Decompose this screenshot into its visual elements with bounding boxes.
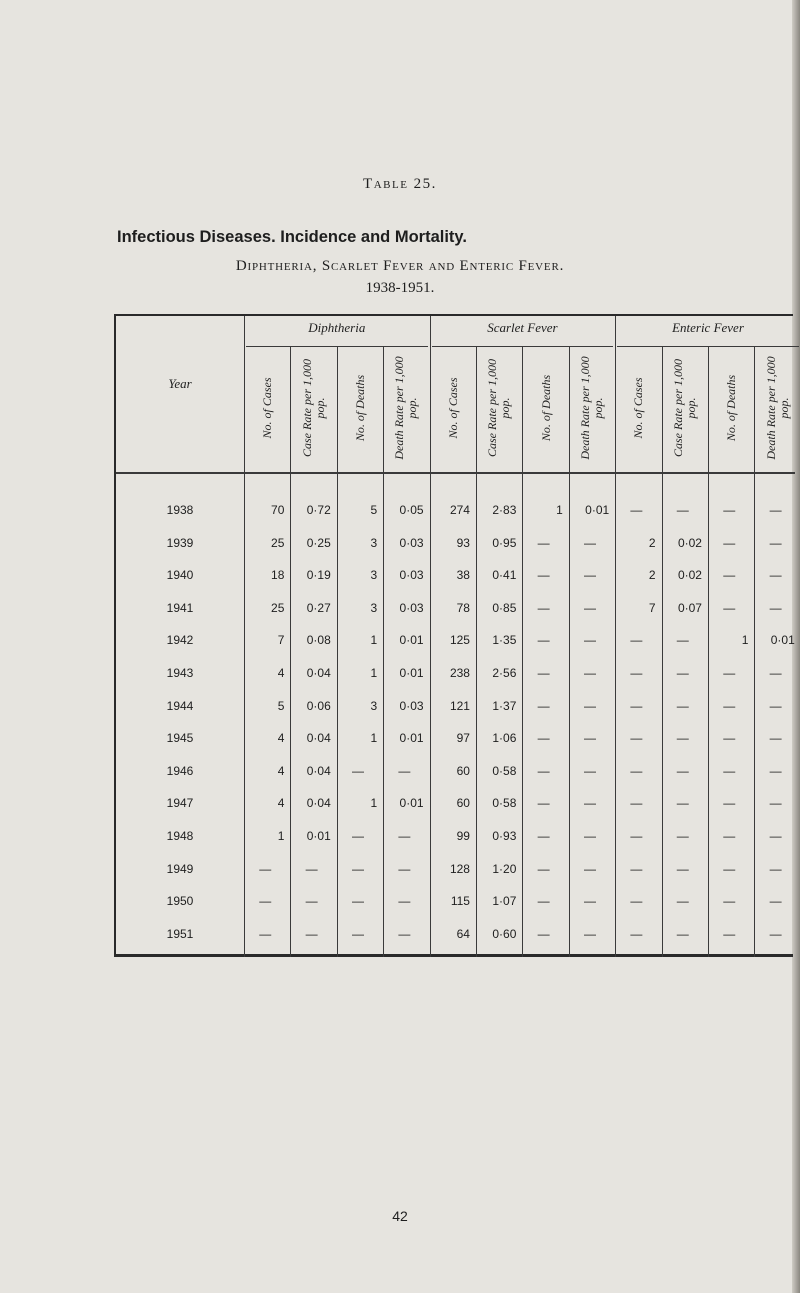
table-cell: 1 [277, 829, 285, 843]
table-cell: — [583, 633, 596, 648]
table-row-year: 1940 [166, 568, 194, 583]
table-cell: 274 [449, 503, 470, 517]
table-cell: — [537, 535, 550, 550]
table-cell: — [676, 666, 689, 680]
table-cell: 0·01 [399, 796, 424, 811]
table-cell: — [537, 796, 550, 811]
table-cell: 1·20 [492, 861, 517, 876]
table-cell: — [351, 926, 364, 941]
table-cell: 0·25 [306, 535, 331, 550]
table-cell: — [630, 796, 643, 811]
column-divider [476, 346, 477, 957]
table-cell: — [723, 894, 736, 909]
table-cell: 0·02 [677, 568, 702, 583]
table-cell: — [723, 763, 736, 778]
table-cell: — [676, 926, 689, 941]
column-header-scarlet-fever-death-rate: Death Rate per 1,000 pop. [578, 356, 605, 460]
table-row-year: 1942 [166, 633, 194, 648]
table-cell: — [583, 894, 596, 909]
table-cell: 0·03 [399, 698, 424, 713]
table-cell: 0·05 [399, 503, 424, 517]
table-cell: 0·93 [492, 829, 517, 843]
table-cell: — [630, 894, 643, 909]
table-row-year: 1946 [166, 763, 194, 778]
table-cell: — [676, 763, 689, 778]
table-cell: — [630, 731, 643, 746]
table-cell: 0·72 [306, 503, 331, 517]
table-cell: — [305, 894, 318, 909]
table-cell: — [259, 894, 272, 909]
table-cell: — [630, 633, 643, 648]
table-row-year: 1948 [166, 829, 194, 843]
table-cell: — [351, 894, 364, 909]
group-header-diphtheria: Diphtheria [308, 320, 366, 335]
table-row-year: 1945 [166, 731, 194, 746]
table-cell: — [583, 535, 596, 550]
table-cell: — [723, 535, 736, 550]
table-cell: 0·95 [492, 535, 517, 550]
table-cell: 1·35 [492, 633, 517, 648]
table-cell: — [398, 861, 411, 876]
table-cell: 4 [277, 731, 285, 746]
table-cell: — [630, 829, 643, 843]
table-cell: 0·04 [306, 763, 331, 778]
column-header-enteric-fever-deaths: No. of Deaths [723, 374, 738, 442]
table-cell: — [769, 698, 782, 713]
statistics-table [114, 314, 793, 957]
table-row-year: 1939 [166, 535, 194, 550]
table-cell: — [583, 600, 596, 615]
table-cell: 0·03 [399, 600, 424, 615]
group-header-scarlet-fever: Scarlet Fever [487, 320, 558, 335]
column-divider [383, 346, 384, 957]
table-cell: — [769, 568, 782, 583]
column-divider [337, 346, 338, 957]
table-cell: 0·01 [399, 633, 424, 648]
table-cell: — [583, 796, 596, 811]
table-cell: 1 [556, 503, 563, 517]
table-cell: 64 [456, 926, 470, 941]
table-cell: 60 [456, 796, 470, 811]
table-cell: — [537, 926, 550, 941]
table-cell: — [583, 568, 596, 583]
table-cell: 3 [370, 568, 378, 583]
table-cell: — [583, 829, 596, 843]
table-cell: — [676, 503, 689, 517]
table-cell: 0·01 [770, 633, 795, 648]
table-cell: 78 [456, 600, 470, 615]
table-cell: 128 [449, 861, 470, 876]
table-cell: 0·07 [677, 600, 702, 615]
table-cell: — [398, 829, 411, 843]
column-header-enteric-fever-case-rate: Case Rate per 1,000 pop. [670, 359, 698, 457]
table-cell: — [537, 666, 550, 680]
table-cell: — [537, 731, 550, 746]
table-cell: 0·04 [306, 796, 331, 811]
table-cell: — [259, 861, 272, 876]
table-cell: — [537, 763, 550, 778]
column-divider [708, 346, 709, 957]
table-cell: 115 [450, 894, 470, 909]
column-header-diphtheria-death-rate: Death Rate per 1,000 pop. [392, 356, 420, 460]
table-cell: 38 [456, 568, 470, 583]
table-cell: — [305, 926, 318, 941]
table-cell: — [723, 568, 736, 583]
table-cell: 1 [370, 731, 378, 746]
table-cell: 238 [449, 666, 470, 680]
table-cell: 70 [271, 503, 285, 517]
group-divider [430, 316, 431, 957]
table-cell: 0·04 [306, 666, 331, 680]
table-cell: — [583, 731, 596, 746]
year-column-divider [244, 316, 245, 957]
group-divider [615, 316, 616, 957]
table-row-year: 1949 [166, 861, 194, 876]
table-cell: — [723, 698, 736, 713]
table-cell: 0·01 [585, 503, 610, 517]
table-cell: 1·06 [492, 731, 517, 746]
table-cell: 2·56 [492, 666, 517, 680]
table-cell: 60 [456, 763, 470, 778]
table-row-year: 1941 [166, 600, 194, 615]
table-cell: — [583, 698, 596, 713]
table-cell: — [723, 666, 736, 680]
table-cell: 3 [370, 535, 378, 550]
table-cell: — [630, 926, 643, 941]
year-column-header: Year [168, 376, 192, 391]
table-cell: 0·01 [399, 666, 424, 680]
table-cell: 2 [648, 535, 656, 550]
table-cell: 25 [271, 600, 285, 615]
column-divider [662, 346, 663, 957]
table-cell: 0·19 [306, 568, 331, 583]
table-cell: — [769, 731, 782, 746]
column-header-scarlet-fever-case-rate: Case Rate per 1,000 pop. [485, 359, 513, 457]
table-cell: 0·02 [677, 535, 702, 550]
table-cell: 0·04 [306, 731, 331, 746]
table-cell: 18 [271, 568, 285, 583]
table-cell: — [769, 796, 782, 811]
table-cell: — [537, 698, 550, 713]
table-cell: 1 [370, 796, 378, 811]
table-cell: — [769, 894, 782, 909]
column-header-diphtheria-cases: No. of Cases [259, 377, 274, 439]
table-cell: 0·41 [492, 568, 517, 583]
column-header-enteric-fever-death-rate: Death Rate per 1,000 pop. [763, 356, 791, 460]
table-cell: 0·85 [492, 600, 517, 615]
table-label: Table 25. [363, 176, 437, 192]
table-cell: — [723, 600, 736, 615]
table-cell: 7 [648, 600, 656, 615]
table-cell: — [537, 568, 550, 583]
page-title: Infectious Diseases. Incidence and Mortality. [117, 228, 467, 246]
table-cell: — [723, 829, 736, 843]
table-cell: 0·60 [492, 926, 517, 941]
column-divider [522, 346, 523, 957]
table-cell: — [630, 698, 643, 713]
header-rule [116, 472, 795, 474]
table-cell: — [723, 861, 736, 876]
table-cell: 4 [277, 796, 285, 811]
table-cell: 25 [271, 535, 285, 550]
table-cell: — [769, 829, 782, 843]
table-row-year: 1944 [166, 698, 194, 713]
column-header-diphtheria-case-rate: Case Rate per 1,000 pop. [299, 359, 327, 457]
column-header-scarlet-fever-cases: No. of Cases [445, 377, 460, 439]
page-subtitle: Diphtheria, Scarlet Fever and Enteric Fever. [235, 258, 565, 274]
table-row-year: 1950 [166, 894, 194, 909]
table-cell: — [723, 503, 736, 517]
page-number: 42 [392, 1208, 408, 1224]
table-row-year: 1938 [166, 503, 194, 517]
table-cell: 97 [456, 731, 470, 746]
column-header-enteric-fever-cases: No. of Cases [630, 377, 645, 439]
table-cell: — [537, 861, 550, 876]
table-cell: — [630, 503, 643, 517]
table-cell: — [583, 763, 596, 778]
table-cell: 125 [449, 633, 470, 648]
table-cell: — [676, 796, 689, 811]
table-cell: — [769, 503, 782, 517]
table-cell: 0·08 [306, 633, 331, 648]
table-cell: 0·03 [399, 568, 424, 583]
table-cell: — [676, 731, 689, 746]
table-cell: — [630, 861, 643, 876]
group-header-enteric-fever: Enteric Fever [672, 320, 744, 335]
table-cell: 0·06 [306, 698, 331, 713]
table-cell: 5 [370, 503, 378, 517]
table-cell: 1 [370, 666, 378, 680]
table-cell: — [630, 666, 643, 680]
table-cell: — [537, 633, 550, 648]
table-cell: — [630, 763, 643, 778]
table-cell: — [351, 861, 364, 876]
table-cell: 1·37 [492, 698, 517, 713]
table-cell: — [398, 926, 411, 941]
table-cell: — [259, 926, 272, 941]
table-cell: 4 [277, 666, 285, 680]
years-range: 1938-1951. [365, 280, 435, 296]
table-row-year: 1951 [166, 926, 194, 941]
table-cell: — [676, 861, 689, 876]
table-cell: 93 [456, 535, 470, 550]
table-cell: — [676, 829, 689, 843]
table-cell: 99 [456, 829, 470, 843]
table-cell: 0·01 [306, 829, 331, 843]
table-cell: 1·07 [492, 894, 517, 909]
table-cell: 2 [648, 568, 656, 583]
table-cell: — [769, 763, 782, 778]
table-cell: — [537, 600, 550, 615]
column-divider [569, 346, 570, 957]
column-divider [754, 346, 755, 957]
table-cell: 1 [370, 633, 378, 648]
table-cell: — [398, 763, 411, 778]
table-row-year: 1947 [166, 796, 194, 811]
table-cell: — [676, 894, 689, 909]
table-cell: — [769, 535, 782, 550]
table-cell: — [723, 731, 736, 746]
table-cell: — [583, 666, 596, 680]
table-cell: — [769, 926, 782, 941]
table-cell: — [537, 829, 550, 843]
table-cell: — [723, 796, 736, 811]
table-cell: 5 [277, 698, 285, 713]
table-row-year: 1943 [166, 666, 194, 680]
table-cell: 0·01 [399, 731, 424, 746]
table-cell: 7 [277, 633, 285, 648]
column-divider [290, 346, 291, 957]
table-cell: — [398, 894, 411, 909]
column-header-scarlet-fever-deaths: No. of Deaths [538, 374, 553, 442]
table-cell: 0·58 [492, 796, 517, 811]
table-cell: — [769, 861, 782, 876]
table-cell: 2·83 [492, 503, 517, 517]
table-cell: 0·03 [399, 535, 424, 550]
table-cell: — [676, 698, 689, 713]
table-cell: — [351, 829, 364, 843]
table-cell: 0·27 [306, 600, 331, 615]
table-cell: — [583, 926, 596, 941]
table-cell: — [676, 633, 689, 648]
table-cell: 3 [370, 600, 378, 615]
table-cell: 4 [277, 763, 285, 778]
table-cell: 1 [741, 633, 749, 648]
table-cell: — [769, 600, 782, 615]
table-cell: 3 [370, 698, 378, 713]
table-cell: — [351, 763, 364, 778]
table-cell: — [305, 861, 318, 876]
table-cell: — [583, 861, 596, 876]
table-cell: — [723, 926, 736, 941]
table-cell: — [769, 666, 782, 680]
column-header-diphtheria-deaths: No. of Deaths [352, 374, 367, 442]
table-cell: 0·58 [492, 763, 517, 778]
table-cell: 121 [449, 698, 470, 713]
table-cell: — [537, 894, 550, 909]
